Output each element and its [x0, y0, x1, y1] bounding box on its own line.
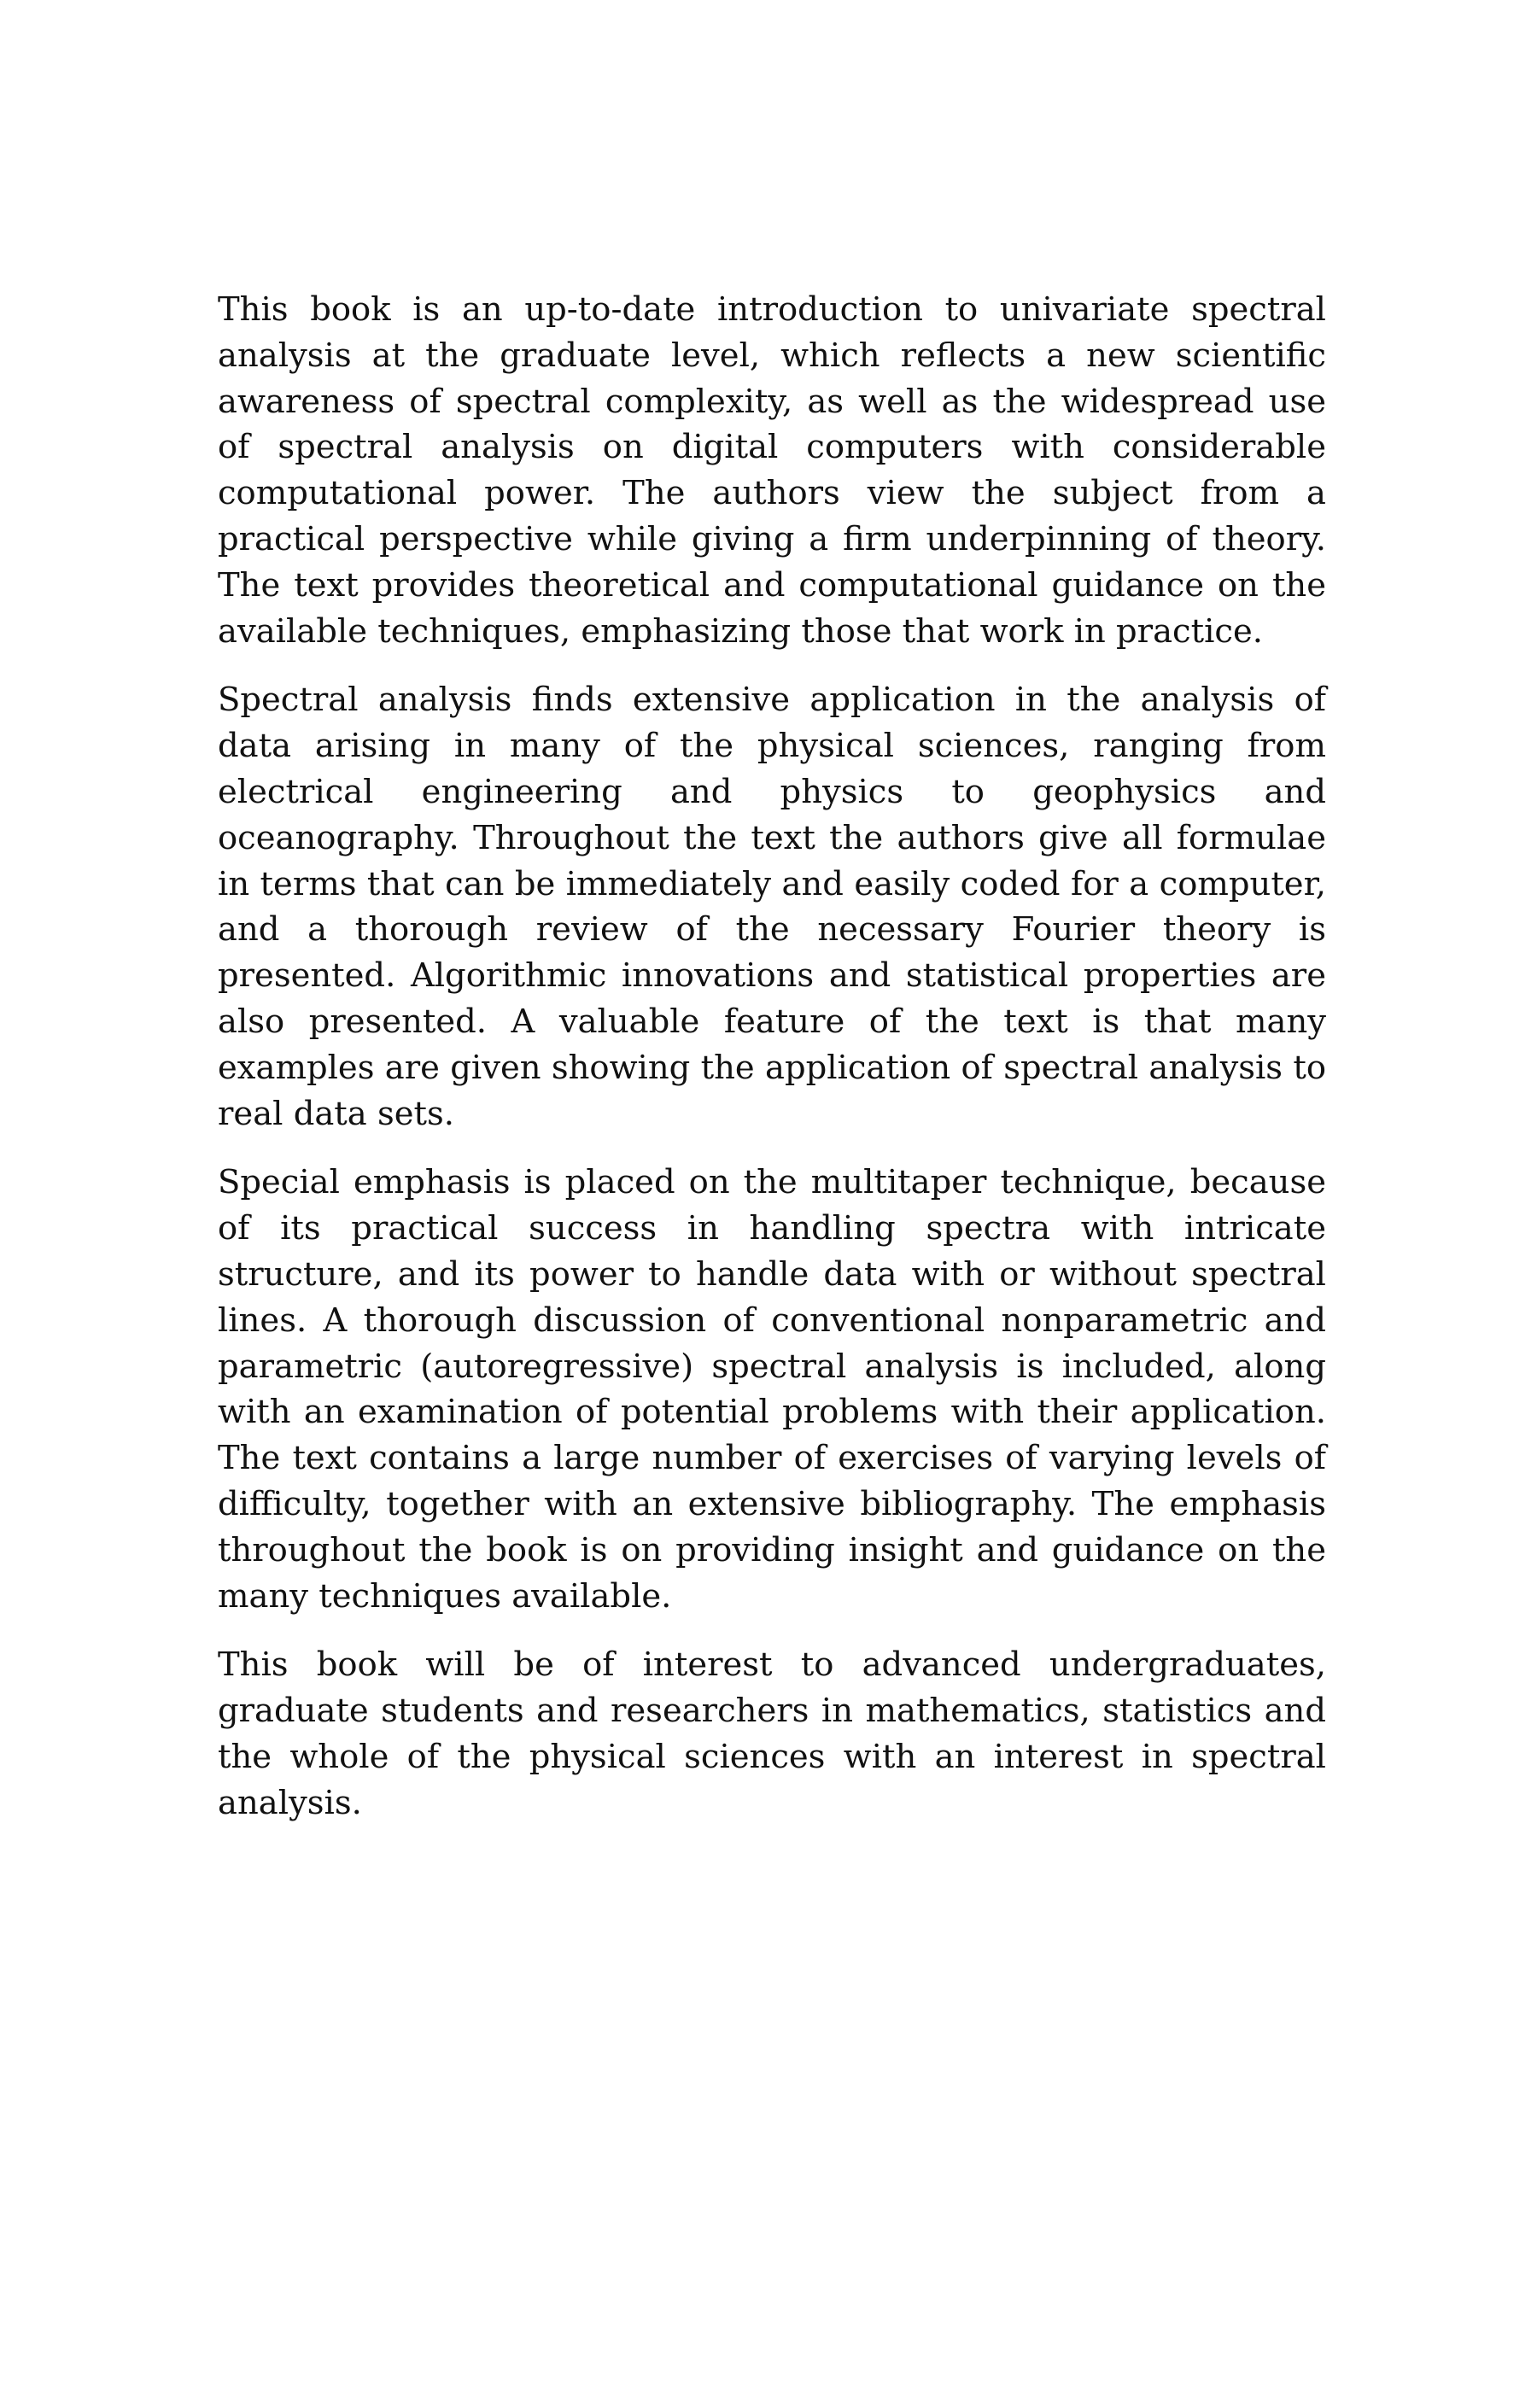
paragraph-multitaper: Special emphasis is placed on the multitaper technique, because of its practical success in handling spectra with intricate structure, and its power to handle data with or without spectral lines. A thorough discussion of conventional nonparametric and parametric (autoregressive) spectral analysis is included, along with an examination of potential problems with their application. The text contains a large number of exercises of varying levels of difficulty, together with an extensive bibliography. The emphasis throughout the book is on providing insight and guidance on the many techniques available. — [218, 1163, 1326, 1616]
paragraph-audience: This book will be of interest to advanced undergraduates, graduate students and researchers in mathematics, statistics and the whole of the physical sciences with an interest in spectral analysis. — [218, 1645, 1326, 1822]
book-description — [218, 287, 1326, 1850]
paragraph-introduction: This book is an up-to-date introduction to univariate spectral analysis at the graduate level, which reflects a new scientific awareness of spectral complexity, as well as the widespread use of spectral analysis on digital computers with considerable computational power. The authors view the subject from a practical perspective while giving a firm underpinning of theory. The text provides theoretical and computational guidance on the available techniques, emphasizing those that work in practice. — [218, 290, 1326, 651]
paragraph-applications: Spectral analysis finds extensive application in the analysis of data arising in many of the physical sciences, ranging from electrical engineering and physics to geophysics and oceanography. Throughout the text the authors give all formulae in terms that can be immediately and easily coded for a computer, and a thorough review of the necessary Fourier theory is presented. Algorithmic innovations and statistical properties are also presented. A valuable feature of the text is that many examples are given showing the application of spectral analysis to real data sets. — [218, 681, 1326, 1133]
